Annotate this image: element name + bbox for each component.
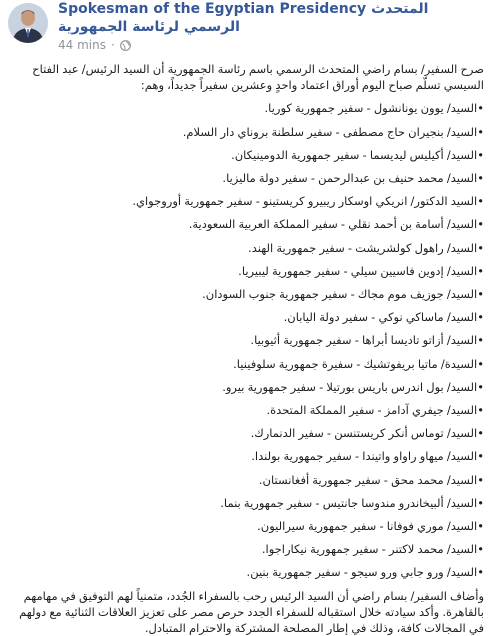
post-header xyxy=(0,0,488,60)
ambassador-item: •السيدة/ ماتيا بريفوتشيك - سفيرة جمهورية سلوفينيا. xyxy=(233,356,484,371)
ambassador-item: •السيد/ ميهاو راواو واتيندا - سفير جمهورية بولندا. xyxy=(251,449,484,464)
post-closing: وأضاف السفير/ بسام راضي أن السيد الرئيس رحب بالسفراء الجُدد، متمنياً لهم التوفيق في مهامهم بالقاهرة. وأكد سيادته خلال استقباله للسفراء الجدد حرص مصر على تعزيز العلاقات الثنائية مع دولهم في المجالات كافة، وذلك في إطار المصلحة المشتركة والاحترام المتبادل. xyxy=(19,588,484,636)
avatar[interactable] xyxy=(8,3,48,43)
ambassador-item: •السيد/ أزاتو تاديسا أبراها - سفير جمهورية أثيوبيا. xyxy=(250,333,484,348)
ambassador-item: •السيد/ بنجيران حاج مصطفى - سفير سلطنة بروناي دار السلام. xyxy=(182,124,484,139)
timestamp[interactable]: 44 mins xyxy=(58,38,106,52)
page-name-link[interactable]: Spokesman of the Egyptian Presidency المتحدث الرسمي لرئاسة الجمهورية xyxy=(58,1,429,35)
ambassador-item: •السيد/ توماس أنكر كريستنسن - سفير الدنمارك. xyxy=(250,426,484,441)
ambassador-item: •السيد/ ورو جابي ورو سيجو - سفير جمهورية بنين. xyxy=(246,565,484,580)
ambassador-item: •السيد/ محمد حنيف بن عبدالرحمن - سفير دولة ماليزيا. xyxy=(222,171,484,186)
ambassador-item: •السيد الدكتور/ انريكي اوسكار ريبيرو كريستينو - سفير جمهورية أوروجواي. xyxy=(132,194,484,209)
ambassador-item: •السيد/ يوون يونانشول - سفير جمهورية كوريا. xyxy=(264,101,484,116)
ambassador-item: •السيد/ جوزيف موم مجاك - سفير جمهورية جنوب السودان. xyxy=(202,287,484,302)
ambassador-item: •السيد/ بول اندرس باريس بورتيلا - سفير جمهورية بيرو. xyxy=(222,379,484,394)
ambassador-item: •السيد/ أكيليس ليديسما - سفير جمهورية الدومينيكان. xyxy=(231,147,484,162)
ambassador-item: •السيد/ محمد لاكتنر - سفير جمهورية نيكاراجوا. xyxy=(261,542,484,557)
ambassador-item: •السيد/ محمد محق - سفير جمهورية أفغانستان. xyxy=(258,472,484,487)
ambassador-item: •السيد/ جيفري آدامز - سفير المملكة المتحدة. xyxy=(266,403,484,418)
ambassador-item: •السيد/ أسامة بن أحمد نقلي - سفير المملكة العربية السعودية. xyxy=(188,217,484,232)
globe-icon[interactable] xyxy=(120,40,131,51)
ambassador-item: •السيد/ ألبيخاندرو مندوسا جانتيس - سفير جمهورية بنما. xyxy=(220,495,484,510)
separator-dot: · xyxy=(110,38,115,52)
post-body xyxy=(4,61,484,636)
ambassador-item: •السيد/ راهول كولشريشت - سفير جمهورية الهند. xyxy=(248,240,484,255)
profile-photo-icon xyxy=(8,3,48,43)
ambassador-item: •السيد/ إدوين فاسيين سيلي - سفير جمهورية ليبيريا. xyxy=(238,263,484,278)
post-meta xyxy=(58,38,131,52)
post-intro: صرح السفير/ بسام راضي المتحدث الرسمي باسم رئاسة الجمهورية أن السيد الرئيس/ عبد الفتاح السيسي تسلّم صباح اليوم أوراق اعتماد واحدٍ وعشرين سفيراً جديداً، وهم: xyxy=(32,62,484,93)
ambassador-item: •السيد/ ماساكي نوكي - سفير دولة اليابان. xyxy=(283,310,484,325)
ambassador-item: •السيد/ موري فوفانا - سفير جمهورية سيراليون. xyxy=(257,519,484,534)
